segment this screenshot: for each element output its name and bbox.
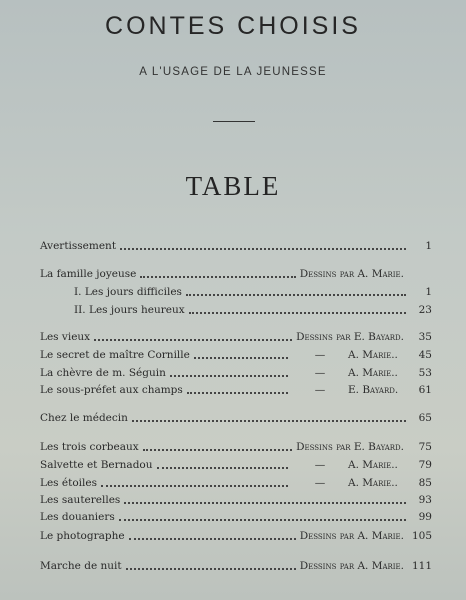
toc-page-number: 23: [418, 304, 432, 316]
dot-leader: [170, 374, 288, 377]
toc-page-number: 1: [425, 240, 432, 252]
toc-entry-illustrator: Dessins par A. Marie.: [299, 530, 404, 542]
dot-leader: [189, 311, 406, 314]
toc-page-number: 93: [418, 494, 432, 506]
dot-leader: [143, 448, 292, 451]
toc-row: [40, 384, 432, 400]
toc-entry-illustrator: Dessins par A. Marie.: [299, 560, 404, 572]
toc-entry-title: Avertissement: [40, 240, 117, 252]
toc-entry-title: La famille joyeuse: [40, 268, 137, 280]
divider-rule: [213, 121, 255, 122]
toc-row: [40, 511, 432, 527]
toc-entry-title: Les trois corbeaux: [40, 441, 139, 453]
toc-row: [40, 286, 432, 302]
toc-entry-illustrator: [292, 459, 410, 471]
toc-page-number: 45: [418, 349, 432, 361]
ditto-dash: —: [314, 459, 326, 471]
toc-entry-title: Les sauterelles: [40, 494, 121, 506]
toc-entry-title: Les vieux: [40, 331, 91, 343]
toc-row: [40, 268, 432, 284]
toc-row: [40, 441, 432, 457]
ditto-dash: —: [314, 477, 326, 489]
toc-entry-illustrator: Dessins par A. Marie.: [299, 268, 404, 280]
toc-entry-illustrator: Dessins par E. Bayard.: [296, 331, 404, 343]
toc-page-number: 61: [418, 384, 432, 396]
toc-row: [40, 367, 432, 383]
dot-leader: [126, 567, 296, 570]
dot-leader: [120, 247, 406, 250]
toc-entry-title: Salvette et Bernadou: [40, 459, 153, 471]
toc-row: [40, 494, 432, 510]
toc-row: [40, 412, 432, 428]
ditto-dash: —: [314, 367, 326, 379]
toc-page-number: 79: [418, 459, 432, 471]
illustrator-name: A. Marie..: [348, 459, 398, 471]
toc-row: [40, 240, 432, 256]
toc-page-number: 111: [411, 560, 432, 572]
dot-leader: [194, 356, 288, 359]
illustrator-name: A. Marie..: [348, 477, 398, 489]
toc-row: [40, 331, 432, 347]
toc-page-number: 105: [411, 530, 432, 542]
toc-row: [40, 459, 432, 475]
toc-row: [40, 304, 432, 320]
dot-leader: [186, 293, 406, 296]
dot-leader: [157, 466, 289, 469]
toc-page-number: 99: [418, 511, 432, 523]
toc-entry-title: Le secret de maître Cornille: [40, 349, 190, 361]
toc-entry-illustrator: [292, 367, 410, 379]
toc-entry-title: Marche de nuit: [40, 560, 122, 572]
toc-page-number: 1: [425, 286, 432, 298]
dot-leader: [187, 391, 288, 394]
toc-page-number: 85: [418, 477, 432, 489]
dot-leader: [140, 275, 295, 278]
toc-entry-title: Les étoiles: [40, 477, 97, 489]
toc-page-number: 65: [418, 412, 432, 424]
toc-row: [40, 530, 432, 546]
dot-leader: [94, 338, 292, 341]
toc-entry-illustrator: [292, 349, 410, 361]
ditto-dash: —: [314, 349, 326, 361]
toc-entry-illustrator: Dessins par E. Bayard.: [296, 441, 404, 453]
toc-entry-title: Le sous-préfet aux champs: [40, 384, 183, 396]
illustrator-name: E. Bayard.: [348, 384, 399, 396]
toc-page-number: 53: [418, 367, 432, 379]
book-title: CONTES CHOISIS: [105, 12, 361, 40]
table-heading: TABLE: [185, 171, 281, 201]
toc-entry-title: Le photographe: [40, 530, 125, 542]
dot-leader: [129, 537, 296, 540]
toc-row: [40, 349, 432, 365]
illustrator-name: A. Marie..: [348, 349, 398, 361]
dot-leader: [101, 484, 288, 487]
toc-entry-title: La chèvre de m. Séguin: [40, 367, 166, 379]
toc-entry-title: I. Les jours difficiles: [74, 286, 182, 298]
toc-entry-illustrator: [292, 477, 410, 489]
toc-page-number: 75: [418, 441, 432, 453]
toc-entry-title: II. Les jours heureux: [74, 304, 185, 316]
toc-entry-illustrator: [292, 384, 410, 396]
toc-entry-title: Les douaniers: [40, 511, 115, 523]
toc-row: [40, 560, 432, 576]
toc-page-number: 35: [418, 331, 432, 343]
toc-row: [40, 477, 432, 493]
ditto-dash: —: [314, 384, 326, 396]
toc-entry-title: Chez le médecin: [40, 412, 128, 424]
dot-leader: [124, 501, 406, 504]
dot-leader: [119, 518, 406, 521]
book-subtitle: A L'USAGE DE LA JEUNESSE: [139, 66, 327, 78]
dot-leader: [132, 419, 406, 422]
illustrator-name: A. Marie..: [348, 367, 398, 379]
